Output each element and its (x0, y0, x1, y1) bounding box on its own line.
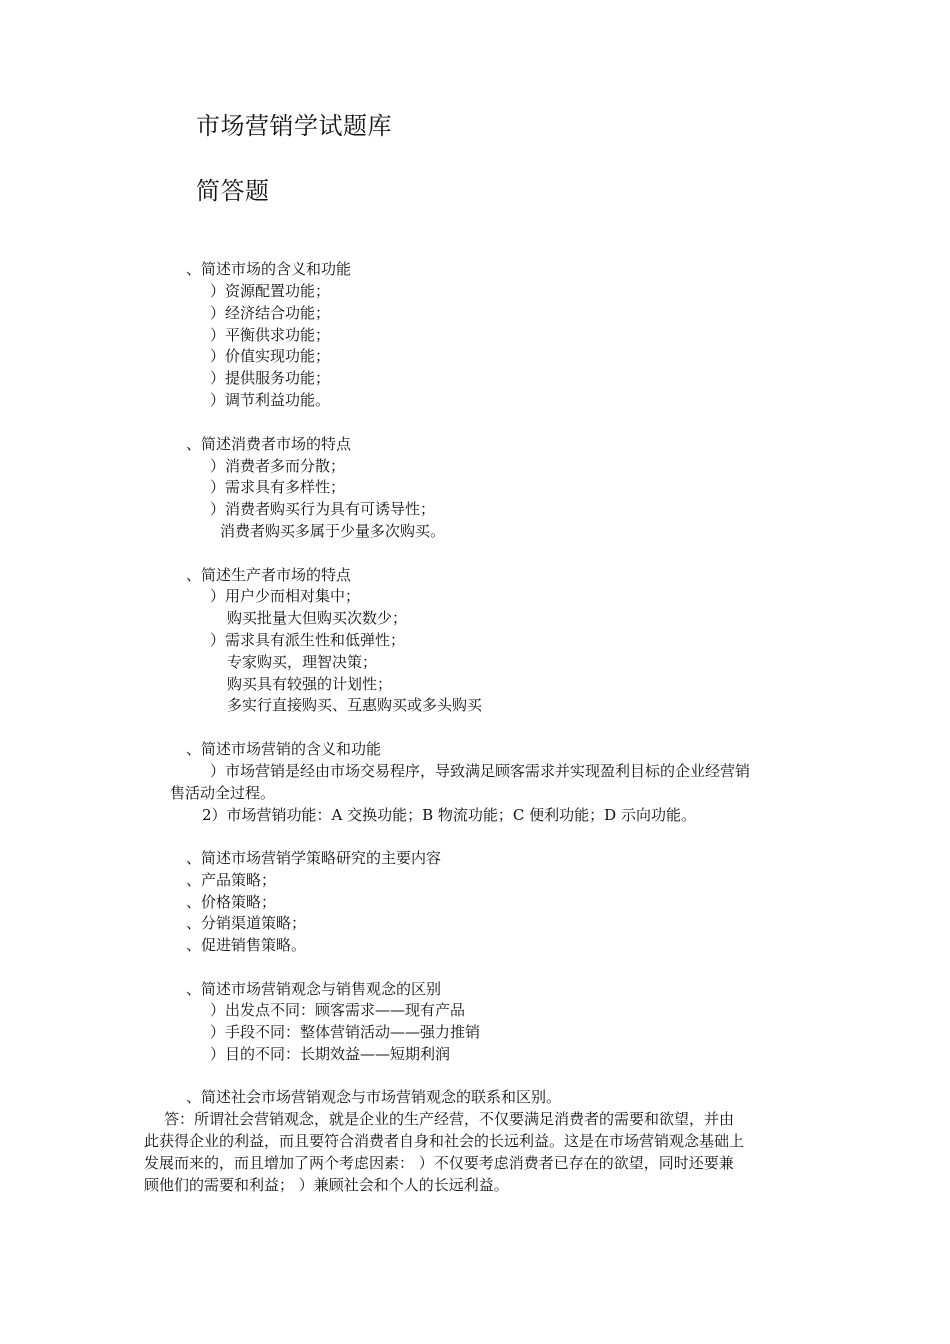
question-heading-5: 、简述市场营销学策略研究的主要内容 (186, 849, 442, 867)
answer-item: ）需求具有派生性和低弹性； (210, 631, 406, 649)
answer-item: ）资源配置功能； (210, 282, 331, 300)
answer-item: ）调节利益功能。 (210, 391, 331, 409)
question-heading-4: 、简述市场营销的含义和功能 (186, 740, 382, 758)
answer-item: 、价格策略； (186, 893, 277, 911)
answer-item: 、分销渠道策略； (186, 914, 307, 932)
answer-item: ）消费者多而分散； (210, 457, 346, 475)
question-heading-6: 、简述市场营销观念与销售观念的区别 (186, 980, 442, 998)
answer-paragraph-line: 售活动全过程。 (170, 784, 276, 802)
section-title: 简答题 (196, 177, 270, 205)
answer-item: 专家购买，理智决策； (227, 653, 378, 671)
answer-item: ）用户少而相对集中； (210, 587, 361, 605)
document-title: 市场营销学试题库 (196, 112, 392, 140)
answer-item: ）经济结合功能； (210, 304, 331, 322)
answer-item: ）提供服务功能； (210, 369, 331, 387)
answer-item: ）出发点不同：顾客需求——现有产品 (210, 1001, 466, 1019)
answer-item: 、产品策略； (186, 871, 277, 889)
answer-paragraph-line: 答：所谓社会营销观念，就是企业的生产经营，不仅要满足消费者的需要和欲望，并由 (164, 1110, 735, 1128)
answer-item: ）目的不同：长期效益——短期利润 (210, 1045, 451, 1063)
answer-paragraph-line: ）市场营销是经由市场交易程序，导致满足顾客需求并实现盈利目标的企业经营销 (210, 762, 751, 780)
answer-item: 2）市场营销功能：A 交换功能；B 物流功能；C 便利功能；D 示向功能。 (202, 806, 696, 824)
answer-item: 购买批量大但购买次数少； (227, 609, 408, 627)
answer-item: ）消费者购买行为具有可诱导性； (210, 500, 436, 518)
answer-item: 、促进销售策略。 (186, 936, 307, 954)
answer-paragraph-line: 顾他们的需要和利益； ）兼顾社会和个人的长远利益。 (144, 1176, 509, 1194)
answer-item: 购买具有较强的计划性； (227, 675, 393, 693)
answer-item: 多实行直接购买、互惠购买或多头购买 (227, 696, 483, 714)
answer-item: ）手段不同：整体营销活动——强力推销 (210, 1023, 481, 1041)
answer-item: 消费者购买多属于少量多次购买。 (220, 522, 446, 540)
answer-paragraph-line: 发展而来的，而且增加了两个考虑因素： ）不仅要考虑消费者已存在的欲望，同时还要兼 (144, 1154, 734, 1172)
answer-paragraph-line: 此获得企业的利益，而且要符合消费者自身和社会的长远利益。这是在市场营销观念基础上 (144, 1132, 745, 1150)
question-heading-1: 、简述市场的含义和功能 (186, 260, 352, 278)
question-heading-2: 、简述消费者市场的特点 (186, 435, 352, 453)
answer-item: ）平衡供求功能； (210, 326, 331, 344)
answer-item: ）价值实现功能； (210, 347, 331, 365)
question-heading-7: 、简述社会市场营销观念与市场营销观念的联系和区别。 (186, 1088, 562, 1106)
answer-item: ）需求具有多样性； (210, 478, 346, 496)
question-heading-3: 、简述生产者市场的特点 (186, 566, 352, 584)
